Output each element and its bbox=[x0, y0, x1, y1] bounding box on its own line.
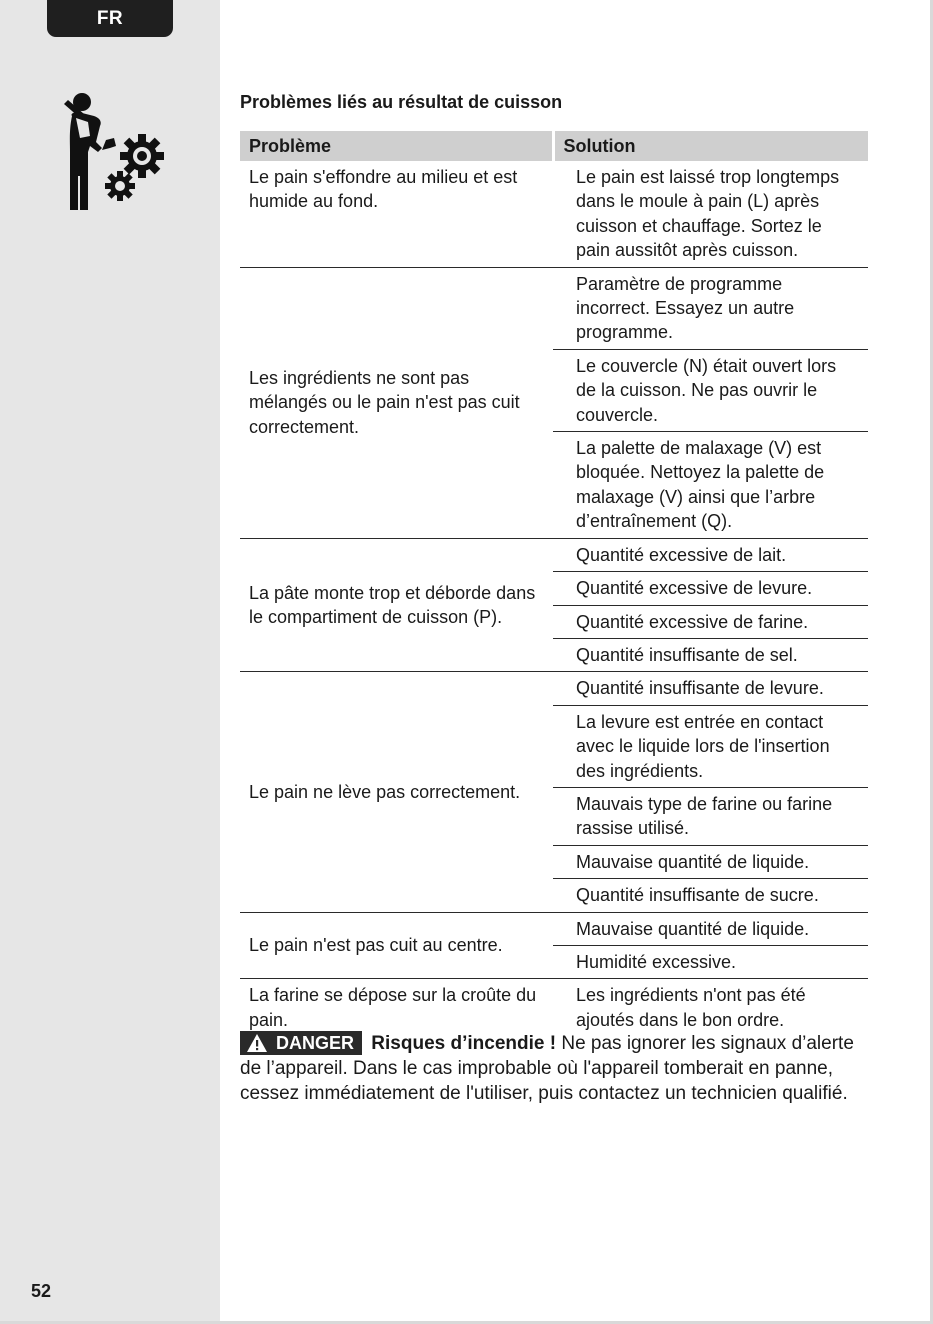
danger-warning bbox=[240, 1031, 872, 1106]
section-title: Problèmes liés au résultat de cuisson bbox=[240, 92, 563, 112]
table-row bbox=[240, 267, 868, 349]
table-row bbox=[240, 979, 868, 1036]
problem-cell: Le pain ne lève pas correctement. bbox=[240, 672, 553, 912]
troubleshooting-table bbox=[240, 131, 868, 1036]
table-row bbox=[240, 672, 868, 705]
solution-cell: La palette de malaxage (V) est bloquée. Nettoyez la palette de malaxage (V) ainsi que l’arbre d’entraînement (Q). bbox=[553, 432, 868, 539]
table-body bbox=[240, 161, 868, 1036]
table-row bbox=[240, 912, 868, 945]
page-number: 52 bbox=[31, 1281, 52, 1301]
problem-cell: Le pain n'est pas cuit au centre. bbox=[240, 912, 553, 979]
solution-cell: Quantité insuffisante de sel. bbox=[553, 638, 868, 671]
danger-heading: Risques d’incendie ! bbox=[371, 1033, 557, 1054]
table-row bbox=[240, 161, 868, 267]
problem-cell: La pâte monte trop et déborde dans le compartiment de cuisson (P). bbox=[240, 538, 553, 672]
problem-cell: Le pain s'effondre au milieu et est humide au fond. bbox=[240, 161, 553, 267]
solution-cell: Humidité excessive. bbox=[553, 945, 868, 978]
solution-cell: Paramètre de programme incorrect. Essayez un autre programme. bbox=[553, 267, 868, 349]
danger-badge-label: DANGER bbox=[276, 1032, 355, 1053]
language-tab-label: FR bbox=[96, 7, 124, 29]
solution-cell: Quantité excessive de farine. bbox=[553, 605, 868, 638]
solution-cell: Quantité insuffisante de sucre. bbox=[553, 879, 868, 912]
solution-cell: Mauvaise quantité de liquide. bbox=[553, 912, 868, 945]
solution-cell: Quantité insuffisante de levure. bbox=[553, 672, 868, 705]
problem-cell: La farine se dépose sur la croûte du pain. bbox=[249, 985, 537, 1030]
danger-badge bbox=[240, 1031, 362, 1055]
danger-text: Ne pas ignorer les signaux d’alerte de l’appareil. Dans le cas improbable où l'appareil tomberait en panne, cessez immédiatement de l'utiliser, puis contactez un technicien qualifié. bbox=[240, 1033, 854, 1104]
column-header-problem: Problème bbox=[240, 131, 553, 161]
solution-cell: Quantité excessive de levure. bbox=[553, 572, 868, 605]
solution-cell: Les ingrédients n'ont pas été ajoutés dans le bon ordre. bbox=[576, 985, 806, 1030]
solution-cell: Quantité excessive de lait. bbox=[553, 538, 868, 571]
table-row bbox=[240, 538, 868, 571]
warning-triangle-icon bbox=[246, 1033, 268, 1053]
troubleshooting-person-gears-icon bbox=[50, 92, 170, 214]
solution-cell: La levure est entrée en contact avec le liquide lors de l'insertion des ingrédients. bbox=[553, 705, 868, 787]
table-header-row bbox=[240, 131, 868, 161]
language-tab bbox=[47, 0, 173, 37]
solution-cell: Le couvercle (N) était ouvert lors de la cuisson. Ne pas ouvrir le couvercle. bbox=[553, 349, 868, 431]
problem-cell: Les ingrédients ne sont pas mélangés ou le pain n'est pas cuit correctement. bbox=[240, 267, 553, 538]
column-header-solution: Solution bbox=[553, 131, 868, 161]
solution-cell: Mauvaise quantité de liquide. bbox=[553, 845, 868, 878]
solution-cell: Mauvais type de farine ou farine rassise utilisé. bbox=[553, 787, 868, 845]
solution-cell: Le pain est laissé trop longtemps dans le moule à pain (L) après cuisson et chauffage. Sortez le pain aussitôt après cuisson. bbox=[553, 161, 868, 267]
